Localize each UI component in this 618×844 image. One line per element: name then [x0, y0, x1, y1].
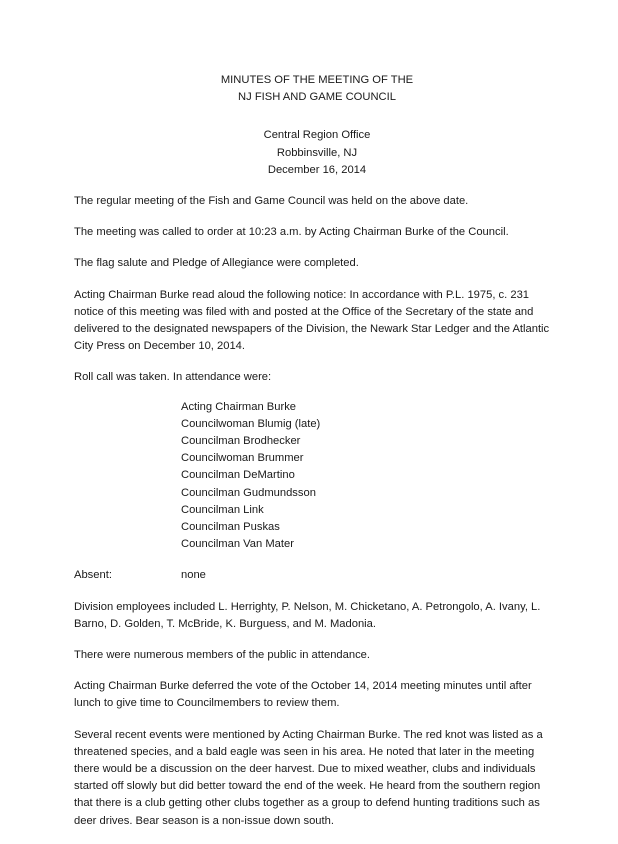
meeting-date: December 16, 2014 — [267, 163, 367, 176]
paragraph-called-to-order: The meeting was called to order at 10:23 a.m. by Acting Chairman Burke of the Council. — [74, 226, 509, 239]
attendance-list — [181, 399, 560, 554]
paragraph-deferred-vote: Acting Chairman Burke deferred the vote of the October 14, 2014 meeting minutes until after lunch to give time to Councilmembers to review them. — [74, 680, 532, 710]
paragraph-recent-events: Several recent events were mentioned by Acting Chairman Burke. The red knot was listed as a threatened species, and a bald eagle was seen in his area. He noted that later in the meeting there would be a discussion on the deer harvest. Due to mixed weather, clubs and individuals started off slowly but did better toward the end of the week. He heard from the southern region that there is a club getting other clubs together as a group to defend hunting traditions such as deer drives. Bear season is a non-issue down south. — [74, 728, 543, 827]
attendee: Councilman Brodhecker — [181, 435, 301, 448]
attendee: Councilwoman Blumig (late) — [181, 417, 321, 430]
location-line-1: Central Region Office — [263, 129, 371, 142]
paragraph-division-employees: Division employees included L. Herrighty, P. Nelson, M. Chicketano, A. Petrongolo, A. Ivany, L. Barno, D. Golden, T. McBride, K. Burguess, and M. Madonia. — [74, 600, 541, 630]
attendee: Acting Chairman Burke — [181, 400, 297, 413]
title-line-1: MINUTES OF THE MEETING OF THE — [220, 74, 414, 86]
paragraph-public-attendance: There were numerous members of the public in attendance. — [74, 648, 371, 661]
paragraph-regular-meeting: The regular meeting of the Fish and Game Council was held on the above date. — [74, 195, 469, 208]
location-line-2: Robbinsville, NJ — [276, 146, 358, 159]
paragraph-notice: Acting Chairman Burke read aloud the following notice: In accordance with P.L. 1975, c. 231 notice of this meeting was filed with and posted at the Office of the Secretary of the state and delivered to the designated newspapers of the Division, the Newark Star Ledger and the Atlantic City Press on December 10, 2014. — [74, 288, 550, 353]
absent-row — [74, 567, 560, 584]
attendee: Councilman Van Mater — [181, 538, 294, 551]
attendee: Councilman Link — [181, 503, 264, 516]
paragraph-flag-salute: The flag salute and Pledge of Allegiance were completed. — [74, 257, 359, 270]
title-line-2: NJ FISH AND GAME COUNCIL — [238, 91, 396, 104]
document-page — [74, 72, 560, 844]
paragraph-roll-call: Roll call was taken. In attendance were: — [74, 371, 272, 384]
absent-label: Absent: — [74, 569, 112, 582]
meeting-location — [74, 127, 560, 179]
document-title — [74, 72, 560, 106]
attendee: Councilman DeMartino — [181, 469, 295, 482]
absent-value: none — [181, 569, 206, 582]
attendee: Councilman Puskas — [181, 520, 280, 533]
attendee: Councilwoman Brummer — [181, 452, 304, 465]
attendee: Councilman Gudmundsson — [181, 486, 316, 499]
